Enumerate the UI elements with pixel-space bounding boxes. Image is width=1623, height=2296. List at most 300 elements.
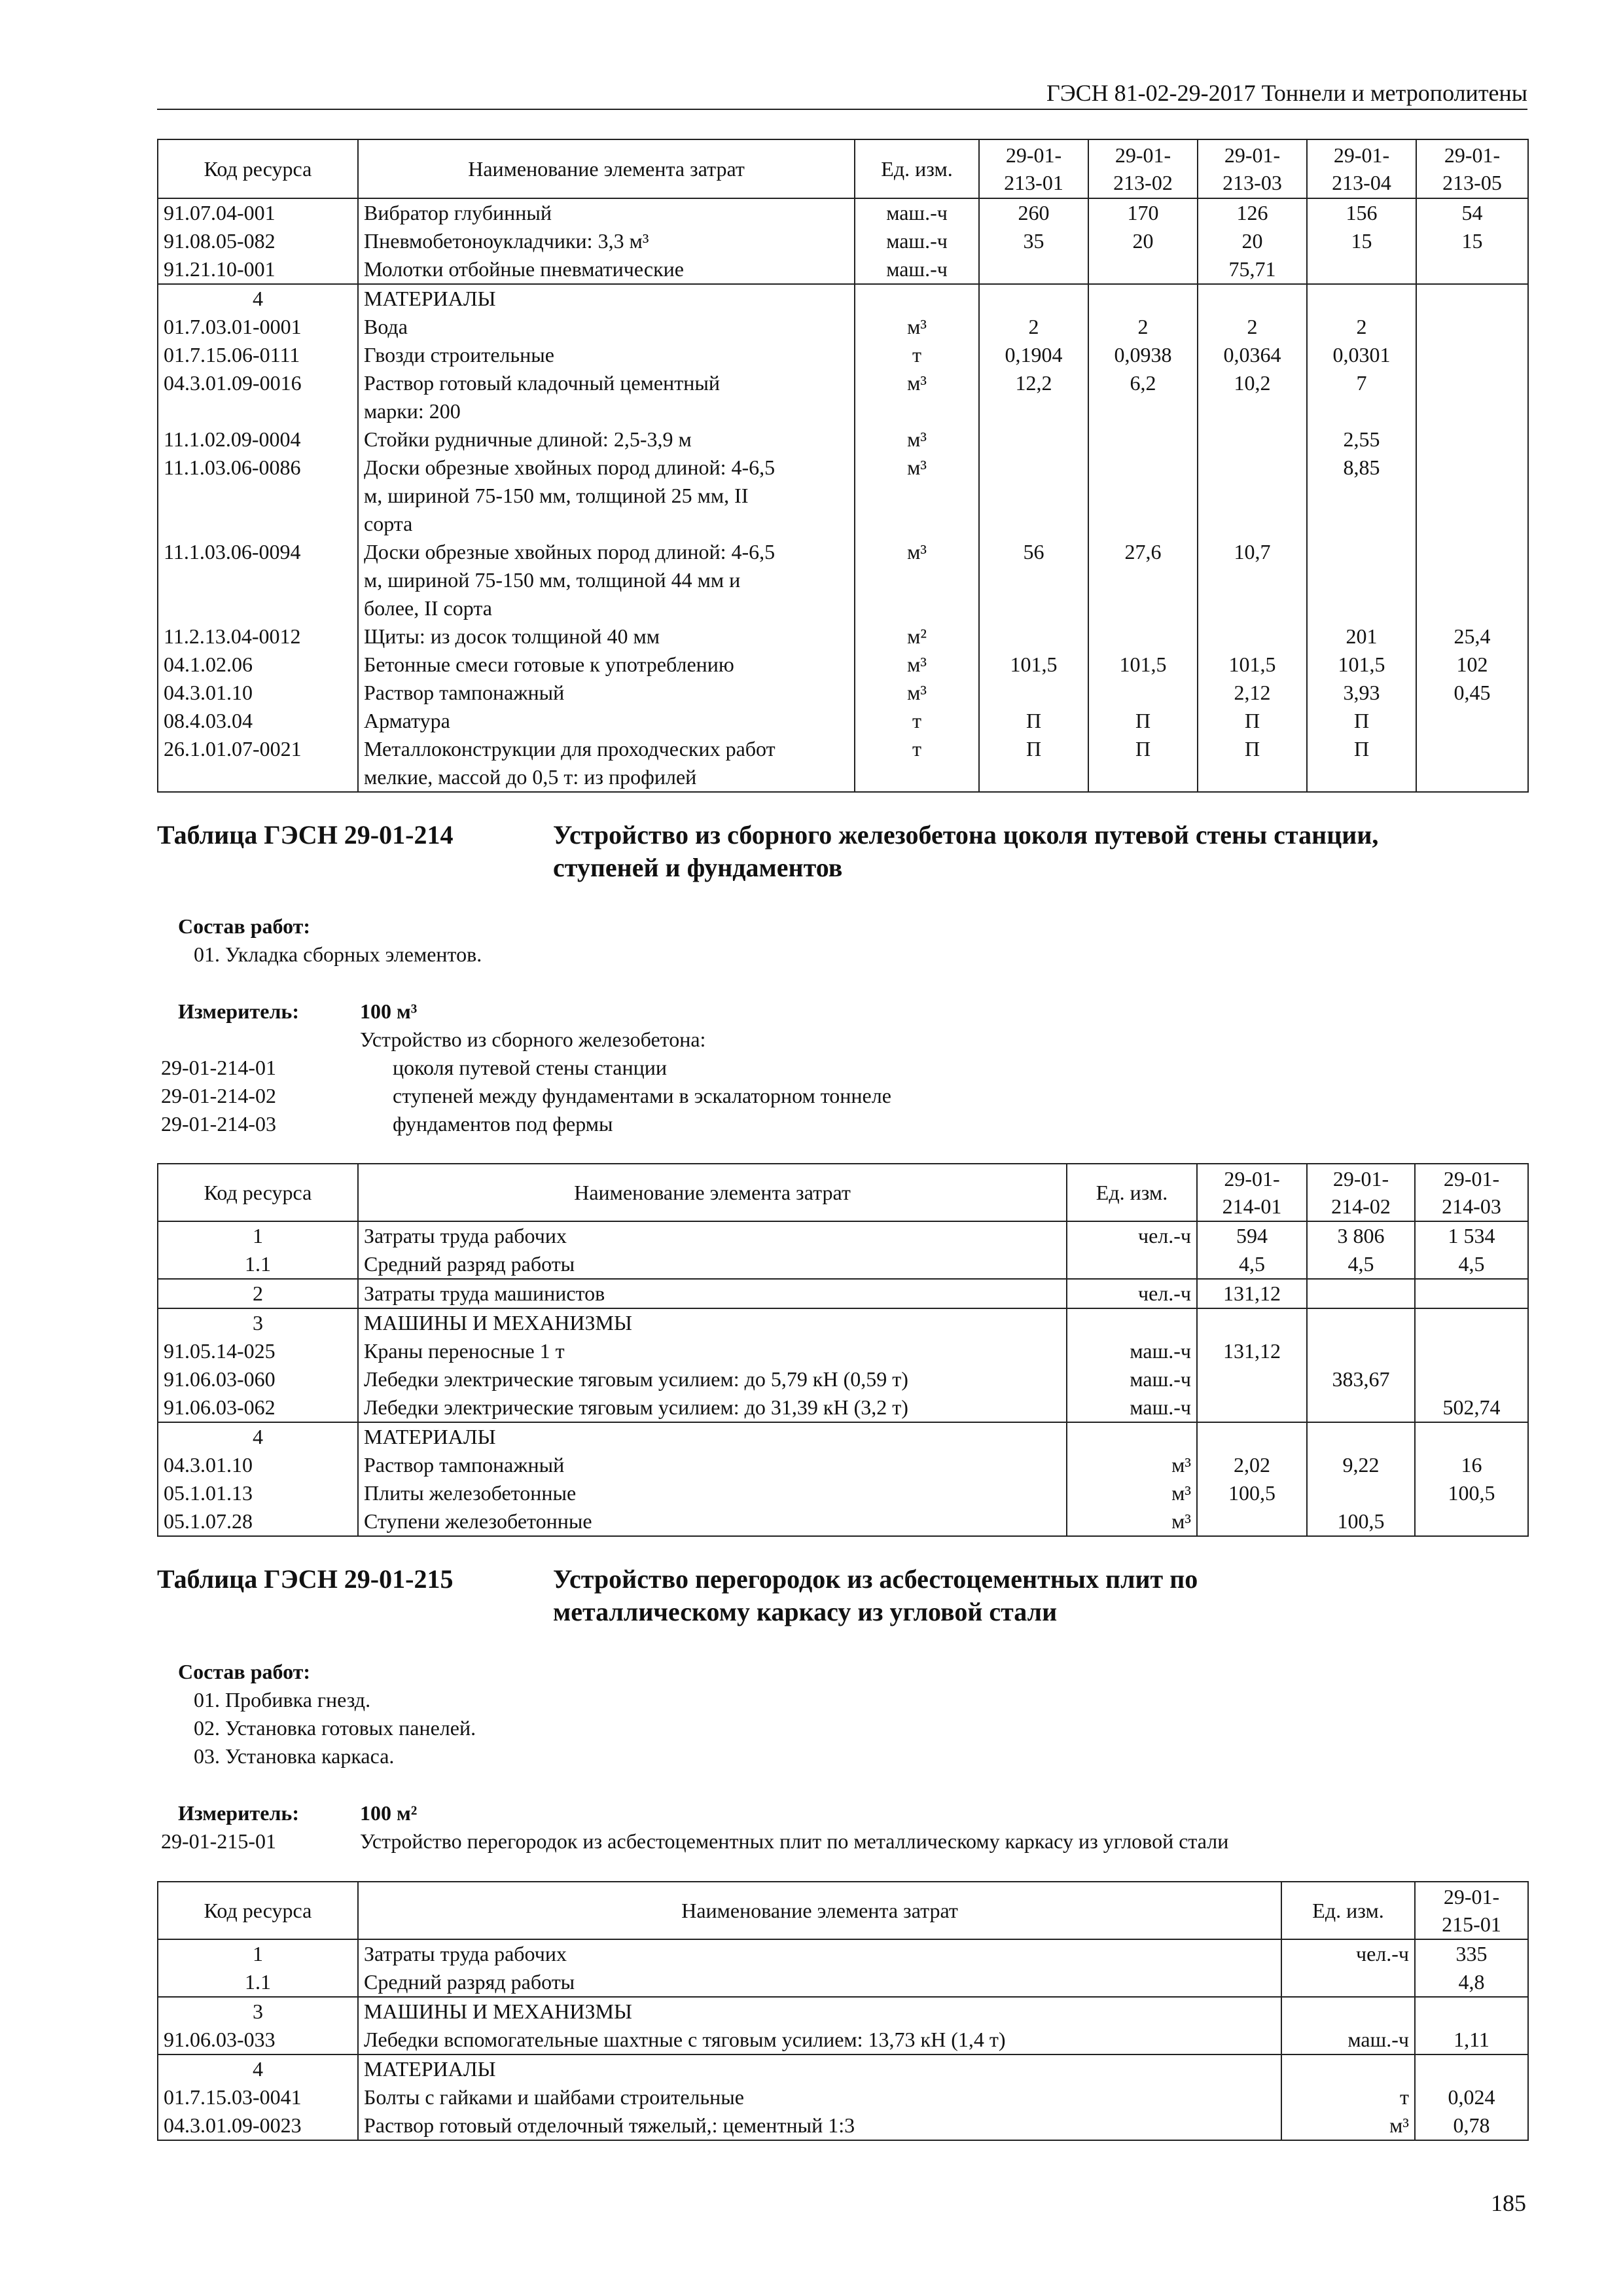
value-cell: 0,0938 [1088,341,1198,369]
unit-cell: маш.-ч [1067,1365,1197,1393]
table-title-215-line1: Устройство перегородок из асбестоцементных плит по [553,1564,1198,1594]
unit-cell: маш.-ч [855,227,979,255]
value-cell: 101,5 [979,651,1088,679]
table-row [158,341,1528,369]
value-cell [979,679,1088,707]
table-row [158,227,1528,255]
value-cell [1198,622,1307,651]
resource-code: 11.1.02.09-0004 [158,425,358,454]
resource-table-29-01-214 [157,1163,1529,1537]
resource-name-line: Стойки рудничные длиной: 2,5-3,9 м [364,427,692,451]
resource-name-line: сорта [364,512,413,535]
table-row [158,2026,1528,2054]
resource-name [358,227,855,255]
value-cell: 35 [979,227,1088,255]
norm-column-header [1307,139,1416,198]
resource-name-line: Затраты труда рабочих [364,1942,567,1965]
unit-cell: маш.-ч [1281,2026,1415,2054]
table-row [158,1968,1528,1997]
resource-name-line: Краны переносные 1 т [364,1339,565,1363]
value-cell: 102 [1416,651,1528,679]
unit-cell: м³ [855,425,979,454]
value-cell [1415,1365,1528,1393]
value-cell: 131,12 [1197,1337,1307,1365]
value-cell [1416,425,1528,454]
item-text-214-03: фундаментов под фермы [393,1112,613,1136]
table-row [158,679,1528,707]
resource-name [358,622,855,651]
resource-name [358,198,855,227]
value-cell [1416,341,1528,369]
meter-value-215: 100 м² [360,1801,418,1825]
resource-name-line: Вода [364,315,408,338]
resource-code: 26.1.01.07-0021 [158,735,358,792]
resource-code: 4 [158,1422,358,1451]
value-cell: 2 [1088,313,1198,341]
value-cell: 7 [1307,369,1416,425]
unit-cell [1067,1308,1197,1337]
unit-cell [1281,1997,1415,2026]
norm-column-header [979,139,1088,198]
resource-name [358,1451,1067,1479]
resource-name [358,1939,1281,1968]
work-item-214-1: 01. Укладка сборных элементов. [194,942,482,966]
norm-code-part: 213-05 [1442,171,1502,194]
resource-code: 05.1.07.28 [158,1507,358,1536]
unit-cell: т [855,707,979,735]
unit-cell: м³ [855,538,979,622]
table-header-row [158,1882,1528,1939]
value-cell [1198,425,1307,454]
resource-name [358,1507,1067,1536]
norm-code-part: 29-01- [1224,143,1281,167]
code-column-header: Код ресурса [158,1164,358,1221]
resource-name-line: Затраты труда машинистов [364,1282,605,1305]
resource-code: 11.2.13.04-0012 [158,622,358,651]
meter-value-214: 100 м³ [360,999,418,1023]
value-cell: 100,5 [1197,1479,1307,1507]
value-cell: 101,5 [1088,651,1198,679]
table-row [158,1250,1528,1279]
resource-name-line: Плиты железобетонные [364,1481,577,1505]
resource-name-line: Лебедки электрические тяговым усилием: до 31,39 кН (3,2 т) [364,1395,908,1419]
value-cell: 3 806 [1307,1221,1415,1250]
value-cell [979,622,1088,651]
unit-cell [1281,2054,1415,2083]
section-row [158,1308,1528,1337]
value-cell [1416,284,1528,313]
table-row [158,454,1528,538]
value-cell [1307,538,1416,622]
resource-code: 04.3.01.10 [158,1451,358,1479]
unit-column-header: Ед. изм. [855,139,979,198]
unit-column-header: Ед. изм. [1067,1164,1197,1221]
value-cell: 2,12 [1198,679,1307,707]
norm-code-part: 29-01- [1444,143,1501,167]
value-cell: 100,5 [1415,1479,1528,1507]
norm-code-part: 213-03 [1222,171,1282,194]
norm-code-part: 29-01- [1333,143,1390,167]
table-row [158,369,1528,425]
resource-name-line: МАТЕРИАЛЫ [364,287,496,310]
value-cell: 131,12 [1197,1279,1307,1308]
value-cell: 2,02 [1197,1451,1307,1479]
value-cell: 56 [979,538,1088,622]
section-row [158,1422,1528,1451]
value-cell: 594 [1197,1221,1307,1250]
resource-code: 4 [158,2054,358,2083]
resource-name [358,538,855,622]
table-row [158,198,1528,227]
resource-name-line: Лебедки электрические тяговым усилием: до 5,79 кН (0,59 т) [364,1367,908,1391]
resource-code: 91.08.05-082 [158,227,358,255]
norm-column-header [1415,1164,1528,1221]
resource-name [358,1422,1067,1451]
norm-code-part: 29-01- [1224,1167,1280,1191]
norm-code-part: 29-01- [1115,143,1171,167]
resource-name-line: Ступени железобетонные [364,1509,592,1533]
code-column-header: Код ресурса [158,1882,358,1939]
table-label-214: Таблица ГЭСН 29-01-214 [157,820,454,850]
unit-cell: чел.-ч [1067,1279,1197,1308]
resource-name [358,425,855,454]
norm-column-header [1307,1164,1415,1221]
resource-name-line: Доски обрезные хвойных пород длиной: 4-6,5 [364,540,776,564]
name-column-header: Наименование элемента затрат [358,139,855,198]
resource-code: 3 [158,1308,358,1337]
works-label-214: Состав работ: [178,914,311,938]
table-row [158,1221,1528,1250]
value-cell [1415,1337,1528,1365]
resource-name-line: более, II сорта [364,596,492,620]
resource-name [358,454,855,538]
resource-name [358,255,855,284]
norm-code-part: 213-04 [1332,171,1391,194]
table-row [158,425,1528,454]
value-cell [1415,1422,1528,1451]
table-row [158,622,1528,651]
value-cell [1198,454,1307,538]
resource-code: 2 [158,1279,358,1308]
running-header: ГЭСН 81-02-29-2017 Тоннели и метрополитены [157,77,1527,110]
value-cell: 4,8 [1415,1968,1528,1997]
unit-cell: м³ [855,313,979,341]
resource-name [358,1479,1067,1507]
unit-column-header: Ед. изм. [1281,1882,1415,1939]
table-row [158,1507,1528,1536]
norm-code-part: 29-01- [1005,143,1062,167]
value-cell: П [1088,707,1198,735]
resource-name-line: МАТЕРИАЛЫ [364,1425,496,1448]
item-code-214-02: 29-01-214-02 [161,1084,276,1107]
unit-cell: т [855,735,979,792]
value-cell: 54 [1416,198,1528,227]
resource-code: 11.1.03.06-0094 [158,538,358,622]
table-row [158,1365,1528,1393]
value-cell: 25,4 [1416,622,1528,651]
resource-code: 4 [158,284,358,313]
resource-code: 91.06.03-033 [158,2026,358,2054]
resource-name-line: Щиты: из досок толщиной 40 мм [364,624,660,648]
norm-code-part: 214-03 [1442,1194,1501,1218]
resource-name-line: Болты с гайками и шайбами строительные [364,2085,744,2109]
value-cell: 0,0364 [1198,341,1307,369]
resource-name-line: мелкие, массой до 0,5 т: из профилей [364,765,697,789]
value-cell: 15 [1307,227,1416,255]
resource-table-29-01-215 [157,1881,1529,2141]
resource-code: 1 [158,1939,358,1968]
resource-code: 04.3.01.10 [158,679,358,707]
table-row [158,313,1528,341]
value-cell: 20 [1088,227,1198,255]
value-cell: 4,5 [1307,1250,1415,1279]
table-title-215-line2: металлическому каркасу из угловой стали [553,1597,1058,1626]
value-cell [1197,1422,1307,1451]
section-row [158,1279,1528,1308]
resource-name [358,1279,1067,1308]
value-cell [1416,313,1528,341]
unit-cell: м³ [1067,1451,1197,1479]
value-cell: 126 [1198,198,1307,227]
table-row [158,255,1528,284]
table-row [158,735,1528,792]
table-row [158,2111,1528,2140]
value-cell: 3,93 [1307,679,1416,707]
norm-code-part: 215-01 [1442,1912,1501,1936]
unit-cell: маш.-ч [1067,1337,1197,1365]
value-cell: 2,55 [1307,425,1416,454]
value-cell [1088,622,1198,651]
norm-column-header [1197,1164,1307,1221]
value-cell [1088,454,1198,538]
norm-code-part: 213-02 [1113,171,1173,194]
value-cell: 12,2 [979,369,1088,425]
table-row [158,651,1528,679]
value-cell: 1,11 [1415,2026,1528,2054]
section-row [158,1997,1528,2026]
norm-column-header [1416,139,1528,198]
norm-code-part: 29-01- [1443,1167,1500,1191]
value-cell [1415,2054,1528,2083]
unit-cell [1067,1250,1197,1279]
unit-cell: маш.-ч [1067,1393,1197,1422]
value-cell: 2 [1307,313,1416,341]
resource-name-line: Вибратор глубинный [364,201,552,224]
resource-name-line: МАТЕРИАЛЫ [364,2057,496,2081]
resource-name [358,1997,1281,2026]
resource-name-line: Раствор готовый кладочный цементный [364,371,720,395]
value-cell [1416,255,1528,284]
resource-name [358,284,855,313]
norm-column-header [1088,139,1198,198]
resource-code: 01.7.03.01-0001 [158,313,358,341]
resource-name [358,1337,1067,1365]
value-cell: 2 [979,313,1088,341]
resource-code: 04.3.01.09-0023 [158,2111,358,2140]
section-row [158,284,1528,313]
value-cell: 335 [1415,1939,1528,1968]
resource-name [358,341,855,369]
unit-cell [1281,1968,1415,1997]
value-cell [1415,1997,1528,2026]
value-cell: 201 [1307,622,1416,651]
resource-name-line: Раствор тампонажный [364,681,565,704]
work-item-215-2: 02. Установка готовых панелей. [194,1716,476,1740]
table-title-214-line1: Устройство из сборного железобетона цоколя путевой стены станции, [553,820,1379,850]
code-column-header: Код ресурса [158,139,358,198]
value-cell: П [1307,735,1416,792]
resource-code: 91.06.03-062 [158,1393,358,1422]
resource-name [358,679,855,707]
value-cell: 10,2 [1198,369,1307,425]
value-cell: 170 [1088,198,1198,227]
value-cell: П [1198,707,1307,735]
table-row [158,1451,1528,1479]
value-cell: 260 [979,198,1088,227]
value-cell: 16 [1415,1451,1528,1479]
value-cell [1197,1393,1307,1422]
table-header-row [158,1164,1528,1221]
resource-code: 04.3.01.09-0016 [158,369,358,425]
resource-name-line: МАШИНЫ И МЕХАНИЗМЫ [364,2000,632,2023]
value-cell [1088,425,1198,454]
resource-name [358,651,855,679]
resource-code: 01.7.15.03-0041 [158,2083,358,2111]
value-cell: П [1307,707,1416,735]
value-cell [979,255,1088,284]
resource-code: 11.1.03.06-0086 [158,454,358,538]
value-cell [979,454,1088,538]
resource-code: 91.05.14-025 [158,1337,358,1365]
value-cell: 156 [1307,198,1416,227]
resource-code: 1.1 [158,1968,358,1997]
resource-name [358,2054,1281,2083]
table-row [158,1939,1528,1968]
item-code-214-01: 29-01-214-01 [161,1056,276,1079]
meter-label-214: Измеритель: [178,999,299,1023]
name-column-header: Наименование элемента затрат [358,1164,1067,1221]
table-row [158,1337,1528,1365]
value-cell: 75,71 [1198,255,1307,284]
value-cell: 0,0301 [1307,341,1416,369]
value-cell: П [1088,735,1198,792]
norm-code-part: 214-01 [1222,1194,1282,1218]
table-row [158,1393,1528,1422]
resource-name-line: Арматура [364,709,450,732]
resource-name-line: марки: 200 [364,399,461,423]
unit-cell: чел.-ч [1281,1939,1415,1968]
value-cell: 383,67 [1307,1365,1415,1393]
resource-code: 3 [158,1997,358,2026]
resource-name [358,707,855,735]
work-item-215-3: 03. Установка каркаса. [194,1744,395,1768]
value-cell: 27,6 [1088,538,1198,622]
value-cell [1415,1507,1528,1536]
value-cell: П [979,735,1088,792]
resource-name [358,1393,1067,1422]
resource-name [358,1221,1067,1250]
resource-name [358,2111,1281,2140]
value-cell [1416,707,1528,735]
unit-cell: м² [855,622,979,651]
norm-code-part: 214-02 [1331,1194,1391,1218]
resource-name-line: м, шириной 75-150 мм, толщиной 44 мм и [364,568,741,592]
resource-table-29-01-213 [157,139,1529,793]
unit-cell: м³ [855,369,979,425]
unit-cell: м³ [855,651,979,679]
value-cell [1416,369,1528,425]
resource-name-line: Молотки отбойные пневматические [364,257,684,281]
value-cell [1415,1279,1528,1308]
value-cell [1307,1337,1415,1365]
value-cell: 10,7 [1198,538,1307,622]
resource-name-line: МАШИНЫ И МЕХАНИЗМЫ [364,1311,632,1335]
value-cell [1197,1308,1307,1337]
resource-name-line: Бетонные смеси готовые к употреблению [364,653,734,676]
page-number: 185 [1491,2190,1526,2216]
value-cell [1416,735,1528,792]
value-cell [1416,538,1528,622]
value-cell [1088,679,1198,707]
value-cell [1307,1279,1415,1308]
resource-name [358,2083,1281,2111]
unit-cell: м³ [1067,1479,1197,1507]
unit-cell [1067,1422,1197,1451]
value-cell: 100,5 [1307,1507,1415,1536]
value-cell [1415,1308,1528,1337]
value-cell [1307,1479,1415,1507]
resource-name-line: Металлоконструкции для проходческих работ [364,737,776,761]
norm-code-part: 29-01- [1443,1885,1500,1909]
resource-name-line: Средний разряд работы [364,1970,575,1994]
table-label-215: Таблица ГЭСН 29-01-215 [157,1564,454,1594]
resource-name [358,313,855,341]
value-cell: 6,2 [1088,369,1198,425]
unit-cell: т [855,341,979,369]
resource-name-line: Гвозди строительные [364,343,554,367]
item-text-215-01: Устройство перегородок из асбестоцементных плит по металлическому каркасу из угловой стали [360,1829,1229,1853]
value-cell [1197,1507,1307,1536]
resource-name-line: Раствор готовый отделочный тяжелый,: цементный 1:3 [364,2113,855,2137]
unit-cell: м³ [1281,2111,1415,2140]
value-cell: 4,5 [1197,1250,1307,1279]
resource-name-line: м, шириной 75-150 мм, толщиной 25 мм, II [364,484,749,507]
value-cell: 101,5 [1307,651,1416,679]
resource-name [358,735,855,792]
resource-name [358,1968,1281,1997]
value-cell [1088,284,1198,313]
value-cell: 0,78 [1415,2111,1528,2140]
value-cell: 9,22 [1307,1451,1415,1479]
value-cell: 2 [1198,313,1307,341]
resource-code: 1 [158,1221,358,1250]
name-column-header: Наименование элемента затрат [358,1882,1281,1939]
resource-code: 01.7.15.06-0111 [158,341,358,369]
value-cell [1416,454,1528,538]
works-label-215: Состав работ: [178,1660,311,1683]
value-cell [1307,255,1416,284]
value-cell [1307,1393,1415,1422]
resource-name-line: Лебедки вспомогательные шахтные с тяговым усилием: 13,73 кН (1,4 т) [364,2028,1006,2051]
value-cell: 502,74 [1415,1393,1528,1422]
resource-code: 04.1.02.06 [158,651,358,679]
resource-name [358,2026,1281,2054]
meter-intro-214: Устройство из сборного железобетона: [360,1028,706,1051]
resource-name-line: Пневмобетоноукладчики: 3,3 м³ [364,229,649,253]
value-cell [1198,284,1307,313]
table-title-214-line2: ступеней и фундаментов [553,853,843,882]
norm-code-part: 29-01- [1332,1167,1389,1191]
